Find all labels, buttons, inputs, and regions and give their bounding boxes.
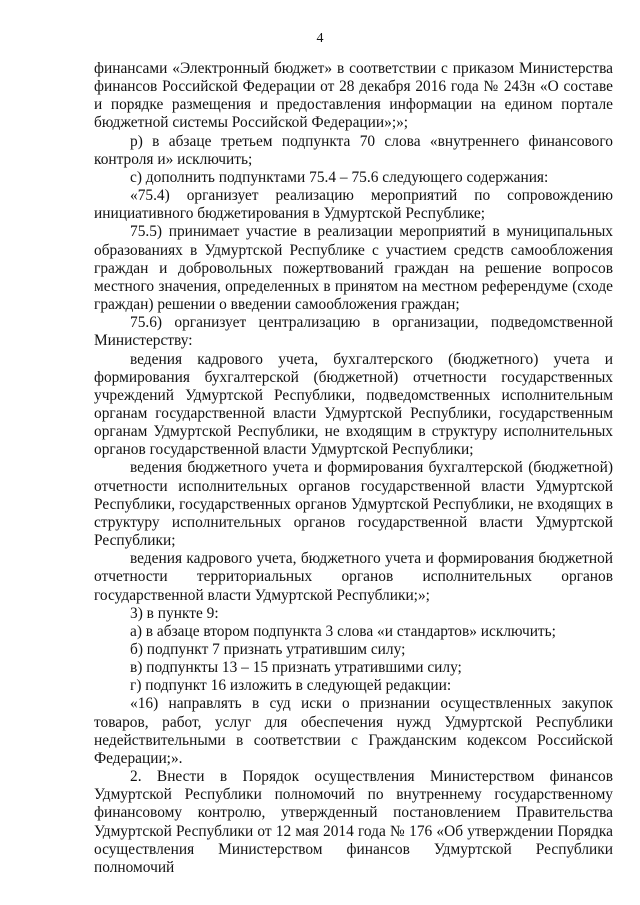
paragraph: «75.4) организует реализацию мероприятий по сопровождению инициативного бюджетирования в Удмуртской Республике; — [94, 187, 613, 223]
paragraph: р) в абзаце третьем подпункта 70 слова «внутреннего финансового контроля и» исключить; — [94, 132, 613, 168]
paragraph: финансами «Электронный бюджет» в соответствии с приказом Министерства финансов Российской Федерации от 28 декабря 2016 года № 243н «О составе и порядке размещения и предоставления информации на едином портале бюджетной системы Российской Федерации»;»; — [94, 60, 613, 132]
paragraph: г) подпункт 16 изложить в следующей редакции: — [130, 677, 452, 695]
paragraph: а) в абзаце втором подпункта 3 слова «и стандартов» исключить; — [130, 622, 556, 640]
page-number: 4 — [316, 31, 324, 46]
paragraph: 2. Внести в Порядок осуществления Министерством финансов Удмуртской Республики полномочий по внутреннему государственному финансовому контролю, утвержденный постановлением Правительства Удмуртской Республики от 12 мая 2014 года № 176 «Об утверждении Порядка осуществления Министерством финансов Удмуртской Республики полномочий — [94, 768, 613, 876]
paragraph: с) дополнить подпунктами 75.4 – 75.6 следующего содержания: — [130, 168, 549, 186]
paragraph: 3) в пункте 9: — [130, 604, 219, 622]
paragraph: 75.5) принимает участие в реализации мероприятий в муниципальных образованиях в Удмуртской Республике с участием средств самообложения граждан и добровольных пожертвований граждан на решение вопросов местного значения, определенных в принятом на местном референдуме (сходе граждан) решении о введении самообложения граждан; — [94, 223, 613, 314]
paragraph: «16) направлять в суд иски о признании осуществленных закупок товаров, работ, услуг для обеспечения нужд Удмуртской Республики недействительными в соответствии с Гражданским кодексом Российской Федерации;». — [94, 695, 613, 767]
paragraph: в) подпункты 13 – 15 признать утратившими силу; — [130, 659, 462, 677]
paragraph: 75.6) организует централизацию в организации, подведомственной Министерству: — [94, 314, 613, 350]
paragraph: ведения бюджетного учета и формирования бухгалтерской (бюджетной) отчетности исполнительных органов государственной власти Удмуртской Республики, государственных органов Удмуртской Республики, не входящих в структуру исполнительных органов государственной власти Удмуртской Республики; — [94, 459, 613, 550]
paragraph: ведения кадрового учета, бухгалтерского (бюджетного) учета и формирования бухгалтерской (бюджетной) отчетности государственных учреждений Удмуртской Республики, подведомственных исполнительным органам государственной власти Удмуртской Республики, государственным органам Удмуртской Республики, не входящим в структуру исполнительных органов государственной власти Удмуртской Республики; — [94, 350, 613, 459]
paragraph: ведения кадрового учета, бюджетного учета и формирования бюджетной отчетности территориальных органов исполнительных органов государственной власти Удмуртской Республики;»; — [94, 550, 613, 604]
paragraph: б) подпункт 7 признать утратившим силу; — [130, 641, 406, 658]
document-body — [94, 60, 613, 877]
